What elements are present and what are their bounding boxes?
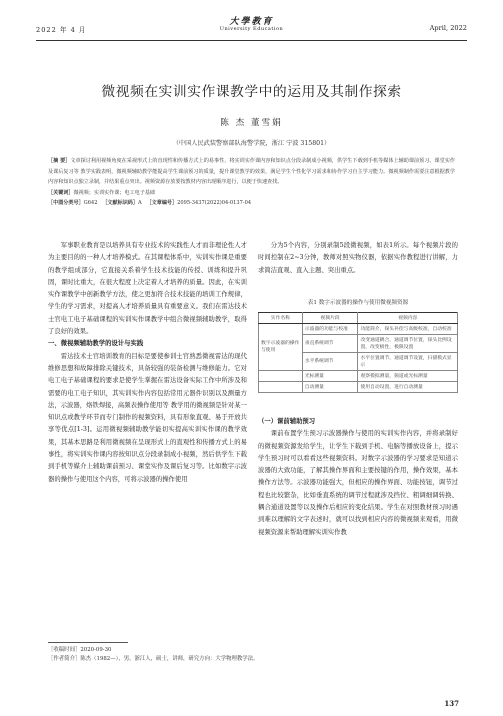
class-label: ［中图分类号］	[48, 200, 84, 207]
table-row	[259, 371, 458, 382]
right-column-top	[258, 240, 458, 277]
left-column	[48, 240, 247, 486]
footnote-rule	[48, 642, 128, 643]
table-header-cell: 视频内容	[358, 313, 458, 324]
table-content-cell: 改变通道耦合，通道调节位置，探头比例设置，改变极性，极限设置	[358, 335, 458, 353]
body-paragraph: 雷达技术士官培训教育的目标是要使参训士官熟悉微视雷达的现代维修思想和故障排除关键技术，具备较强的装备检测与维修能力。它对电工电子基础课程的要求是使学生掌握在雷达设备实际工作中所涉及和需要的电工电子知识，其实训实作内容包括常用元器件识别以及测量方法，示波器，烙铁焊接，高频表操作使用等 教学用的微视频是针对某一知识点或教学环节而专门制作的视频资料，具有形象直观、易于开放共享等优点[1-3]。运用微视频辅助教学能切实提高实训实作课的教学效果，其基本思路是利用微视频在呈现形式上的直观性和传播方式上的易事性，将实训实作课内容按知识点分段录制成小视频，然后供学生下载到手机等媒介上辅助课前预习、课堂实作及课后复习等。比如数字示波器的操作与使用这个内容，可将示波器的操作使用	[48, 352, 247, 483]
table-segment-cell: 水平系统调节	[302, 353, 358, 371]
table-empty-cell	[259, 382, 303, 393]
header-rule	[36, 40, 467, 41]
table-segment-cell: 自动测量	[302, 382, 358, 393]
body-paragraph: 军事职业教育是以培养具有专业技术的实践性人才而非理论性人才为主要目的的一种人才培养模式。在其课程体系中，实训实作课是重要的教学组成部分，它直接关系着学生技术技能的传授、训练和提升巩固，课时比重大，在很大程度上决定着人才培养的质量。因此，在实训实作课教学中创新教学方法，使之更加符合技术技能的培训工作规律，学生的学习需求，对提高人才培养质量具有重要意义。我们在雷达技术士官电工电子基础课程的实训实作课教学中组合微视频辅助教学，取得了良好的效果。	[48, 242, 247, 336]
footnote-line: ［作者简介］陈杰（1982—），男，浙江人，硕士，讲师，研究方向：大学物理教学法。	[48, 656, 259, 662]
table-group-cell: 数字示波器的操作与使用	[259, 324, 303, 371]
table-content-cell: 功能简介，探头补偿与高级校准，自动校准	[358, 324, 458, 335]
abstract-block	[48, 156, 455, 209]
footnote-line: ［收稿时间］2020-09-30	[48, 647, 112, 653]
table-segment-cell: 光标测量	[302, 371, 358, 382]
body-paragraph: 分为5个内容，分别录制5段微视频，如表1所示。每个视频片段的时间控制在2~3分钟，教师对照实物仪器，依据实作教程进行讲解，力求简洁直观、直入主题、突出重点。	[258, 242, 458, 274]
keywords-text: 微视频；实训实作课；电工电子基础	[73, 189, 155, 196]
doc-label: ［文献标识码］	[102, 200, 138, 207]
abstract-text: 文章探讨利用视频角度在采视形式上的直现性和传播方式上的易事性，将实训实作课内容和知识点分段录制成小视频，供学生下载到手机等媒体上辅助课前预习、课堂实作及课后复习等 教学实践表明，微视频辅助教学能提高学生课前预习的质量，提升课堂教学的效果，满足学生个性化学习需求和协作学习自主学习能力。微视频制作需要注意根据教学内容和知识点独立录制，并结果重点突出。视频资源存放要按教材内容出现顺序进行，以便于快速查找。	[48, 158, 455, 186]
footnotes	[48, 646, 258, 664]
class-value: G642	[83, 200, 98, 207]
body-paragraph: 课前布置学生预习示波器操作与使用的实训实作内容，并将录制好的微视频资源发给学生，让学生下载到手机、电脑等播放设备上，提示学生预习时可以看看这些视频资料。对数字示波器的学习要求是知道示波器的大致功能，了解其操作界面和主要按键的作用，操作效果，基本操作方法等。示波器功能强大，但相应的操作界面、功能按钮，调节过程也比较繁杂，比如垂直系统的调节过程就涉及挡位、粗调细调转换、耦合通道设置等以及操作后相应的变化结果。学生在对照教材预习时遇到难以理解的文字表述时，就可以找到相应内容的微视频来观看，用微视频资源来帮助理解实训实作教	[258, 430, 458, 536]
right-column-bottom	[258, 416, 458, 539]
table-header-cell: 实作名称	[259, 313, 303, 324]
article-author: 陈 杰 董雪娟	[220, 118, 283, 128]
article-no-label: ［文章编号］	[146, 200, 178, 207]
issue-year: 2022 年 4 月	[36, 26, 87, 34]
table-row	[259, 382, 458, 393]
abstract-label: ［摘 要］	[48, 158, 71, 164]
issue-month: April, 2022	[429, 24, 467, 32]
table-segment-cell: 示波器的功能与校准	[302, 324, 358, 335]
table-header-row	[259, 313, 458, 324]
keywords-label: ［关键词］	[48, 189, 74, 196]
table-row	[259, 324, 458, 335]
section-heading: 一、微视频辅助教学的设计与实践	[48, 340, 144, 348]
table-caption: 表1 数字示波器的操作与使用微视频资源	[307, 300, 409, 306]
table-content-cell: 观察模拟测量，频道或光标测量	[358, 371, 458, 382]
table-segment-cell: 垂直系统调节	[302, 335, 358, 353]
table-header-cell: 视频片段	[302, 313, 358, 324]
table-content-cell: 使用自动设置，进行自动测量	[358, 382, 458, 393]
table-empty-cell	[259, 371, 303, 382]
journal-header	[36, 14, 467, 38]
table-1	[258, 312, 458, 393]
page-number: 137	[444, 699, 459, 708]
journal-logo: 大學教育	[229, 17, 274, 27]
doc-value: A	[138, 200, 142, 207]
article-title: 微视频在实训实作课教学中的运用及其制作探索	[101, 84, 402, 100]
article-affiliation: （中国人民武装警察部队海警学院，浙江 宁波 315801）	[172, 140, 331, 147]
section-heading: （一）课前辅助预习	[258, 418, 316, 425]
journal-logo-en: University Education	[219, 26, 284, 32]
table-content-cell: 水平位置调节，通道调节设置，扫描模式显示	[358, 353, 458, 371]
article-no-value: 2095-3437(2022)04-0137-04	[177, 200, 252, 207]
